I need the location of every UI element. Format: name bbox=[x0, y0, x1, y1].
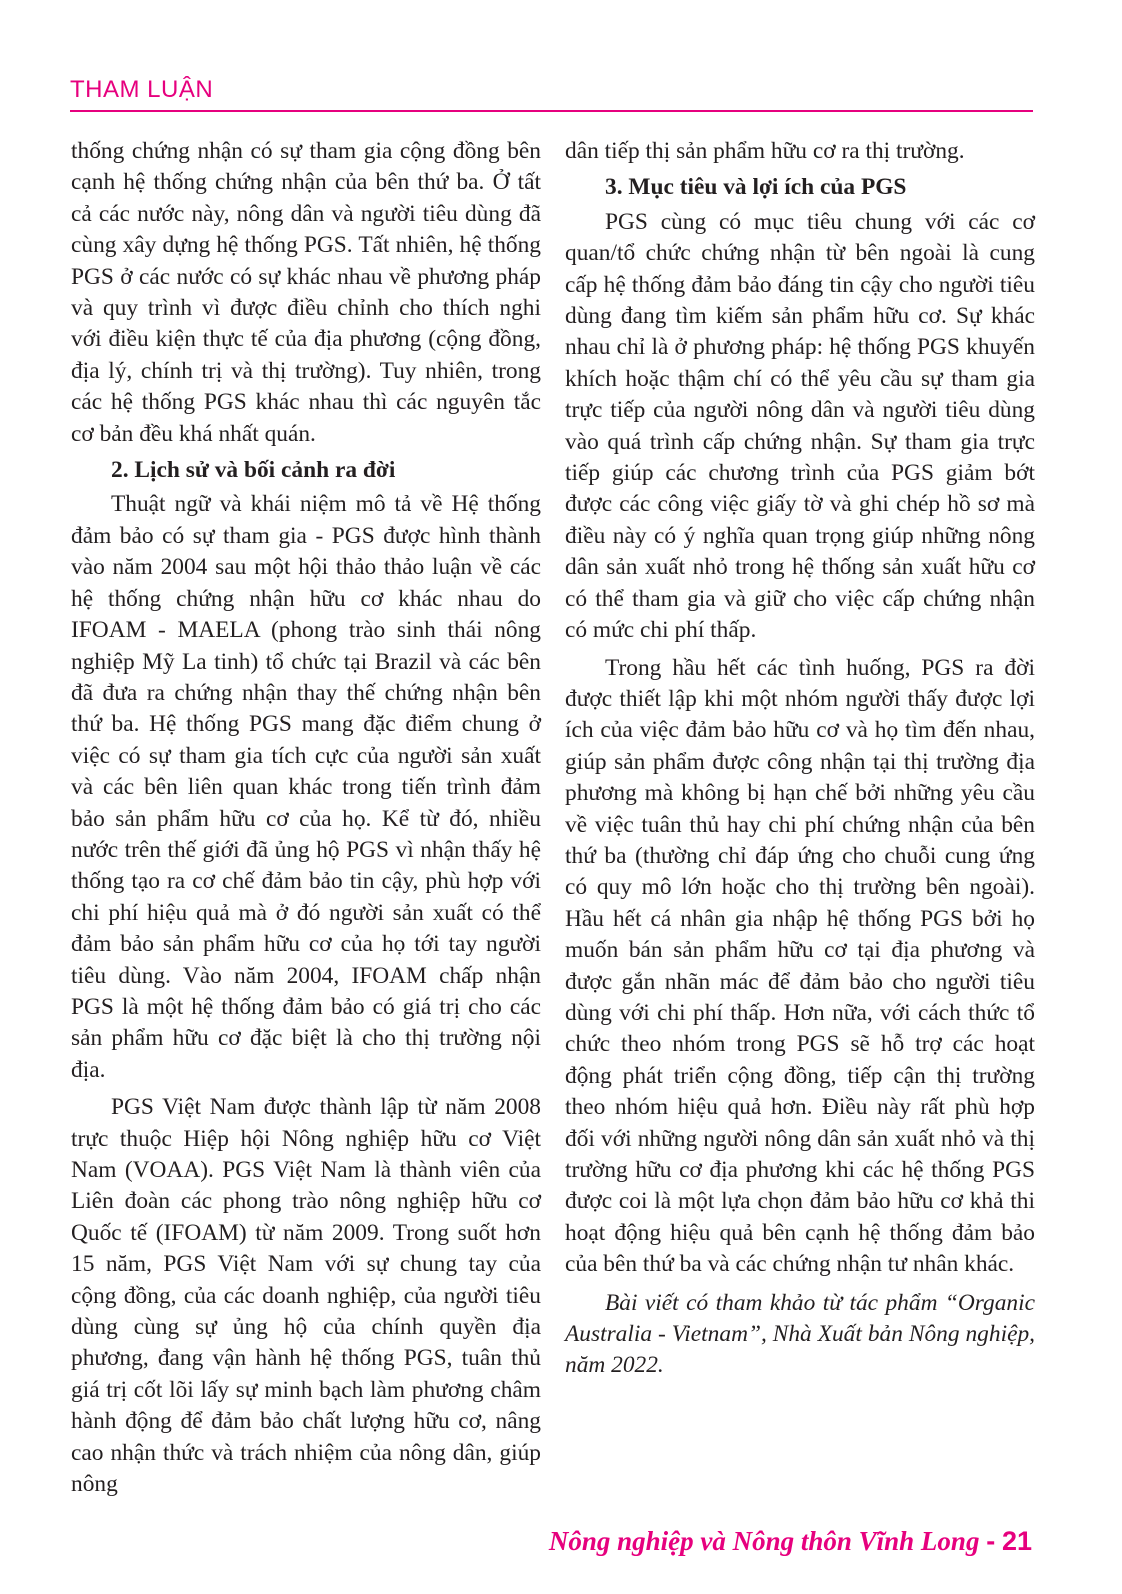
paragraph: Thuật ngữ và khái niệm mô tả về Hệ thống đảm bảo có sự tham gia - PGS được hình thành vào năm 2004 sau một hội thảo thảo luận về các hệ thống chứng nhận hữu cơ khác nhau do IFOAM - MAELA (phong trào sinh thái nông nghiệp Mỹ La tinh) tổ chức tại Brazil và các bên đã đưa ra chứng nhận thay thế chứng nhận bên thứ ba. Hệ thống PGS mang đặc điểm chung ở việc có sự tham gia tích cực của người sản xuất và các bên liên quan khác trong tiến trình đảm bảo sản phẩm hữu cơ của họ. Kể từ đó, nhiều nước trên thế giới đã ủng hộ PGS vì nhận thấy hệ thống tạo ra cơ chế đảm bảo tin cậy, phù hợp với chi phí hiệu quả mà ở đó người sản xuất có thể đảm bảo sản phẩm hữu cơ của họ tới tay người tiêu dùng. Vào năm 2004, IFOAM chấp nhận PGS là một hệ thống đảm bảo có giá trị cho các sản phẩm hữu cơ đặc biệt là cho thị trường nội địa. bbox=[71, 491, 541, 1083]
section-heading-3: 3. Mục tiêu và lợi ích của PGS bbox=[605, 174, 907, 201]
reference-note: Bài viết có tham khảo từ tác phẩm “Organic Australia - Vietnam”, Nhà Xuất bản Nông nghiệp, năm 2022. bbox=[565, 1289, 1035, 1379]
paragraph: PGS cùng có mục tiêu chung với các cơ quan/tổ chức chứng nhận từ bên ngoài là cung cấp hệ thống đảm bảo đáng tin cậy cho người tiêu dùng đang tìm kiếm sản phẩm hữu cơ. Sự khác nhau chỉ là ở phương pháp: hệ thống PGS khuyến khích hoặc thậm chí có thể yêu cầu sự tham gia trực tiếp của người nông dân và người tiêu dùng vào quá trình cấp chứng nhận. Sự tham gia trực tiếp giúp các chương trình của PGS giảm bớt được các công việc giấy tờ và ghi chép hồ sơ mà điều này có ý nghĩa quan trọng giúp những nông dân sản xuất nhỏ trong hệ thống sản xuất hữu cơ có thể tham gia và giữ cho việc cấp chứng nhận có mức chi phí thấp. bbox=[565, 208, 1035, 644]
paragraph: Trong hầu hết các tình huống, PGS ra đời được thiết lập khi một nhóm người thấy được lợi ích của việc đảm bảo hữu cơ và họ tìm đến nhau, giúp sản phẩm được công nhận tại thị trường địa phương mà không bị hạn chế bởi những yêu cầu về việc tuân thủ hay chi phí chứng nhận của bên thứ ba (thường chỉ đáp ứng cho chuỗi cung ứng có quy mô lớn hoặc cho thị trường bên ngoài). Hầu hết cá nhân gia nhập hệ thống PGS bởi họ muốn bán sản phẩm hữu cơ tại địa phương và được gắn nhãn mác để đảm bảo cho người tiêu dùng với chi phí thấp. Hơn nữa, với cách thức tổ chức theo nhóm trong PGS sẽ hỗ trợ các hoạt động phát triển cộng đồng, tiếp cận thị trường theo nhóm hiệu quả hơn. Điều này rất phù hợp đối với những người nông dân sản xuất nhỏ và thị trường hữu cơ địa phương khi các hệ thống PGS được coi là một lựa chọn đảm bảo hữu cơ khả thi hoạt động hiệu quả bên cạnh hệ thống đảm bảo của bên thứ ba và các chứng nhận tư nhân khác. bbox=[565, 654, 1035, 1278]
header-divider bbox=[70, 110, 1033, 112]
right-column bbox=[565, 136, 1035, 1382]
footer-separator: - bbox=[986, 1526, 996, 1556]
page-number: 21 bbox=[1001, 1526, 1032, 1556]
section-heading-2: 2. Lịch sử và bối cảnh ra đời bbox=[111, 457, 396, 484]
paragraph: thống chứng nhận có sự tham gia cộng đồng bên cạnh hệ thống chứng nhận của bên thứ ba. Ở tất cả các nước này, nông dân và người tiêu dùng đã cùng xây dựng hệ thống PGS. Tất nhiên, hệ thống PGS ở các nước có sự khác nhau về phương pháp và quy trình vì được điều chỉnh cho thích nghi với điều kiện thực tế của địa phương (cộng đồng, địa lý, chính trị và thị trường). Tuy nhiên, trong các hệ thống PGS khác nhau thì các nguyên tắc cơ bản đều khá nhất quán. bbox=[71, 138, 541, 447]
paragraph: PGS Việt Nam được thành lập từ năm 2008 trực thuộc Hiệp hội Nông nghiệp hữu cơ Việt Nam (VOAA). PGS Việt Nam là thành viên của Liên đoàn các phong trào nông nghiệp hữu cơ Quốc tế (IFOAM) từ năm 2009. Trong suốt hơn 15 năm, PGS Việt Nam với sự chung tay của cộng đồng, của các doanh nghiệp, của người tiêu dùng cùng sự ủng hộ của chính quyền địa phương, đang vận hành hệ thống PGS, tuân thủ giá trị cốt lõi lấy sự minh bạch làm phương châm hành động để đảm bảo chất lượng hữu cơ, nâng cao nhận thức và trách nhiệm của nông dân, giúp nông bbox=[71, 1094, 541, 1498]
page-footer bbox=[549, 1526, 1032, 1556]
left-column bbox=[71, 136, 541, 1500]
paragraph: dân tiếp thị sản phẩm hữu cơ ra thị trường. bbox=[565, 138, 965, 164]
magazine-title: Nông nghiệp và Nông thôn Vĩnh Long bbox=[548, 1526, 980, 1556]
section-label: THAM LUẬN bbox=[70, 76, 214, 103]
